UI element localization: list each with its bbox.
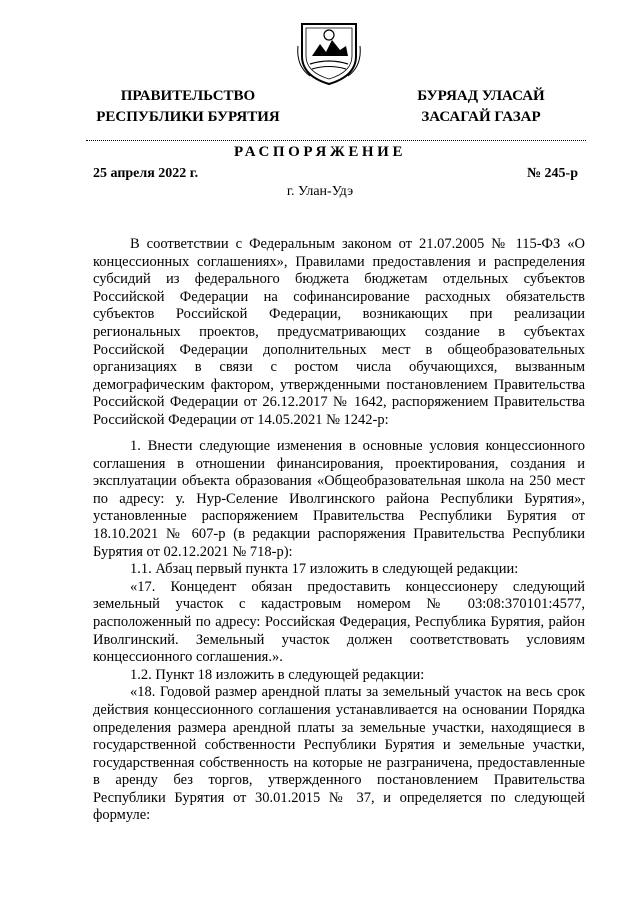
coat-of-arms-emblem	[296, 16, 362, 86]
item-1-2-paragraph: 1.2. Пункт 18 изложить в следующей редакции:	[130, 666, 425, 683]
government-name-russian	[78, 86, 298, 128]
header-separator	[86, 140, 586, 141]
document-number: № 245-р	[526, 166, 578, 181]
government-name-buryat	[386, 86, 576, 128]
government-line-1-buryat: БУРЯАД УЛАСАЙ	[417, 88, 545, 104]
preamble-section	[93, 236, 585, 430]
government-line-2-buryat: ЗАСАГАЙ ГАЗАР	[421, 109, 541, 125]
item-1-paragraph: 1. Внести следующие изменения в основные условия концессионного соглашения в отношении финансирования, проектирования, создания и эксплуатации объекта образования «Общеобразовательная школа на 250 мест по адресу: у. Нур-Селение Иволгинского района Республики Бурятия», установленные распоряжением Правительства Республики Бурятия от 18.10.2021 № 607-р (в редакции распоряжения Правительства Республики Бурятия от 02.12.2021 № 718-р):	[93, 438, 585, 560]
government-line-2: РЕСПУБЛИКИ БУРЯТИЯ	[96, 109, 280, 125]
item-1-1-quote: «17. Концедент обязан предоставить концессионеру следующий земельный участок с кадастровым номером № 03:08:370101:4577, расположенный по адресу: Российская Федерация, Республика Бурятия, район Иволгинский. Земельный участок должен соответствовать условиям концессионного соглашения.».	[93, 578, 585, 666]
preamble-paragraph: В соответствии с Федеральным законом от 21.07.2005 № 115-ФЗ «О концессионных соглашениях», Правилами предоставления и распределения субсидий из федерального бюджета бюджетам отдельных субъектов Российской Федерации на софинансирование расходных обязательств субъектов Российской Федерации, возникающих при реализации региональных проектов, предусматривающих создание в субъектах Российской Федерации дополнительных мест в общеобразовательных организациях в связи с ростом числа обучающихся, вызванным демографическим фактором, утвержденными постановлением Правительства Российской Федерации от 26.12.2017 № 1642, распоряжением Правительства Российской Федерации от 14.05.2021 № 1242-р:	[93, 236, 585, 428]
document-date: 25 апреля 2022 г.	[93, 166, 199, 181]
document-title: РАСПОРЯЖЕНИЕ	[233, 144, 407, 160]
item-1-2-quote: «18. Годовой размер арендной платы за земельный участок на весь срок действия концессионного соглашения устанавливается на основании Порядка определения размера арендной платы за земельные участки, находящиеся в государственной собственности Республики Бурятия и земельные участки, государственная собственность на которые не разграничена, предоставленные в аренду без торгов, утвержденного постановлением Правительства Республики Бурятия от 30.01.2015 № 37, и определяется по следующей формуле:	[93, 684, 585, 824]
clauses-section	[93, 438, 585, 825]
document-city: г. Улан-Удэ	[286, 184, 354, 199]
government-line-1: ПРАВИТЕЛЬСТВО	[120, 88, 256, 104]
item-1-1-paragraph: 1.1. Абзац первый пункта 17 изложить в следующей редакции:	[130, 561, 519, 578]
